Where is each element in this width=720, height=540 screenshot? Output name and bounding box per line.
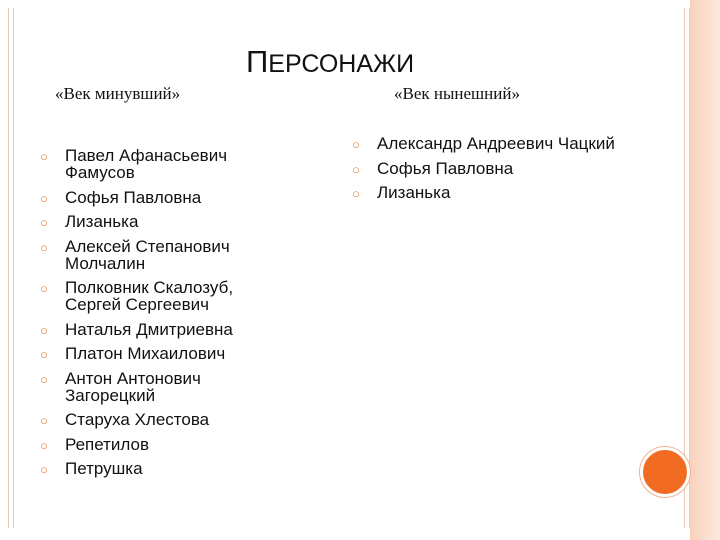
bullet-icon: ○ bbox=[40, 371, 48, 387]
bullet-icon: ○ bbox=[40, 437, 48, 453]
list-item: ○ Александр Андреевич Чацкий bbox=[352, 134, 615, 153]
list-item: ○ Софья Павловна bbox=[40, 187, 202, 207]
bullet-icon: ○ bbox=[40, 413, 48, 428]
bullet-icon: ○ bbox=[40, 322, 48, 338]
bullet-icon: ○ bbox=[40, 347, 48, 362]
list-item: ○ Наталья Дмитриевна bbox=[40, 319, 233, 339]
bullet-icon: ○ bbox=[40, 215, 48, 230]
bullet-icon: ○ bbox=[352, 186, 360, 201]
list-item: ○ Лизанька bbox=[352, 183, 451, 202]
bullet-icon: ○ bbox=[40, 190, 48, 206]
list-item: ○ Старуха Хлестова bbox=[40, 410, 210, 429]
list-item: ○ Софья Павловна bbox=[352, 158, 514, 178]
right-character-list bbox=[352, 135, 652, 209]
bullet-icon: ○ bbox=[352, 161, 360, 177]
right-edge-shade bbox=[690, 0, 720, 540]
bullet-icon: ○ bbox=[40, 149, 48, 164]
list-item: ○ Платон Михаилович bbox=[40, 344, 226, 363]
decorative-circle-icon bbox=[640, 447, 690, 497]
list-item: ○ Павел Афанасьевич Фамусов bbox=[40, 146, 228, 182]
bullet-icon: ○ bbox=[40, 281, 48, 296]
right-column-header: «Век нынешний» bbox=[394, 84, 520, 103]
list-item: ○ Антон Антонович Загорецкий bbox=[40, 368, 201, 405]
left-character-list bbox=[40, 147, 280, 485]
list-item: ○ Репетилов bbox=[40, 434, 150, 454]
slide-title: ПЕРСОНАЖИ bbox=[246, 44, 415, 79]
list-item: ○ Лизанька bbox=[40, 212, 139, 231]
list-item: ○ Алексей Степанович Молчалин bbox=[40, 236, 230, 273]
bullet-icon: ○ bbox=[40, 462, 48, 477]
left-column-header: «Век минувший» bbox=[55, 84, 181, 103]
list-item: ○ Петрушка bbox=[40, 459, 143, 478]
bullet-icon: ○ bbox=[40, 239, 48, 255]
list-item: ○ Полковник Скалозуб, Сергей Сергеевич bbox=[40, 278, 234, 314]
bullet-icon: ○ bbox=[352, 137, 360, 152]
